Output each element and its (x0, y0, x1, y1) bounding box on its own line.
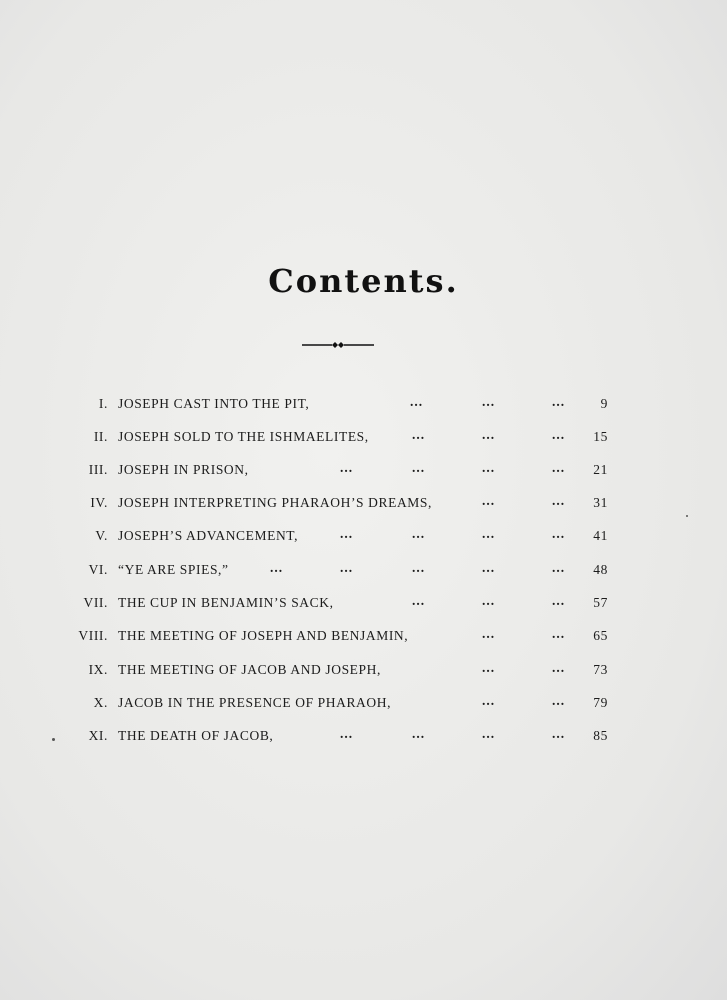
page-number: 9 (600, 396, 608, 411)
leader-dots: ... (410, 394, 424, 409)
chapter-title: THE DEATH OF JACOB, (118, 728, 274, 743)
leader-dots: ... (412, 593, 426, 608)
chapter-numeral: IX. (88, 662, 108, 677)
leader-dots: ... (552, 726, 566, 741)
leader-dots: ... (552, 427, 566, 442)
leader-dots: ... (482, 493, 496, 508)
page-number: 48 (593, 562, 608, 577)
leader-dots: ... (552, 593, 566, 608)
leader-dots: ... (482, 626, 496, 641)
page-number: 21 (593, 462, 608, 477)
toc-entry (0, 628, 727, 648)
chapter-title: THE CUP IN BENJAMIN’S SACK, (118, 595, 334, 610)
leader-dots: ... (412, 460, 426, 475)
chapter-title: JOSEPH CAST INTO THE PIT, (118, 396, 310, 411)
page-number: 41 (593, 528, 608, 543)
leader-dots: ... (482, 660, 496, 675)
chapter-numeral: V. (95, 528, 108, 543)
leader-dots: ... (412, 726, 426, 741)
toc-entry (0, 695, 727, 715)
page-number: 65 (593, 628, 608, 643)
leader-dots: ... (482, 427, 496, 442)
leader-dots: ... (482, 693, 496, 708)
chapter-title: JOSEPH’S ADVANCEMENT, (118, 528, 299, 543)
chapter-numeral: III. (88, 462, 108, 477)
leader-dots: ... (552, 394, 566, 409)
leader-dots: ... (270, 560, 284, 575)
leader-dots: ... (482, 726, 496, 741)
chapter-title: THE MEETING OF JACOB AND JOSEPH, (118, 662, 381, 677)
toc-entry (0, 728, 727, 748)
chapter-numeral: I. (98, 396, 108, 411)
chapter-numeral: VIII. (78, 628, 108, 643)
leader-dots: ... (412, 560, 426, 575)
toc-entry (0, 396, 727, 416)
ink-speck (52, 738, 55, 741)
chapter-numeral: VII. (83, 595, 108, 610)
toc-entry (0, 562, 727, 582)
page-number: 57 (593, 595, 608, 610)
page-number: 31 (593, 495, 608, 510)
leader-dots: ... (340, 460, 354, 475)
chapter-title: JOSEPH INTERPRETING PHARAOH’S DREAMS, (118, 495, 432, 510)
toc-entry (0, 495, 727, 515)
chapter-title: JOSEPH IN PRISON, (118, 462, 249, 477)
leader-dots: ... (340, 526, 354, 541)
page-number: 73 (593, 662, 608, 677)
toc-entry (0, 462, 727, 482)
ink-speck (686, 515, 688, 517)
leader-dots: ... (552, 493, 566, 508)
leader-dots: ... (482, 560, 496, 575)
page-number: 15 (593, 429, 608, 444)
toc-entry (0, 595, 727, 615)
chapter-title: THE MEETING OF JOSEPH AND BENJAMIN, (118, 628, 409, 643)
page-number: 79 (593, 695, 608, 710)
toc-entry (0, 528, 727, 548)
chapter-title: JACOB IN THE PRESENCE OF PHARAOH, (118, 695, 392, 710)
toc-entry (0, 662, 727, 682)
leader-dots: ... (552, 693, 566, 708)
chapter-numeral: II. (93, 429, 108, 444)
chapter-numeral: IV. (90, 495, 108, 510)
toc-entry (0, 429, 727, 449)
leader-dots: ... (552, 460, 566, 475)
leader-dots: ... (552, 560, 566, 575)
chapter-numeral: X. (93, 695, 108, 710)
leader-dots: ... (552, 626, 566, 641)
leader-dots: ... (412, 427, 426, 442)
divider-ornament (302, 339, 374, 351)
leader-dots: ... (482, 526, 496, 541)
page-number: 85 (593, 728, 608, 743)
leader-dots: ... (412, 526, 426, 541)
leader-dots: ... (552, 660, 566, 675)
leader-dots: ... (552, 526, 566, 541)
leader-dots: ... (482, 593, 496, 608)
leader-dots: ... (340, 560, 354, 575)
leader-dots: ... (482, 460, 496, 475)
page-title: Contents. (268, 262, 459, 300)
leader-dots: ... (482, 394, 496, 409)
leader-dots: ... (340, 726, 354, 741)
chapter-title: “YE ARE SPIES,” (118, 562, 229, 577)
chapter-title: JOSEPH SOLD TO THE ISHMAELITES, (118, 429, 369, 444)
chapter-numeral: VI. (88, 562, 108, 577)
chapter-numeral: XI. (88, 728, 108, 743)
